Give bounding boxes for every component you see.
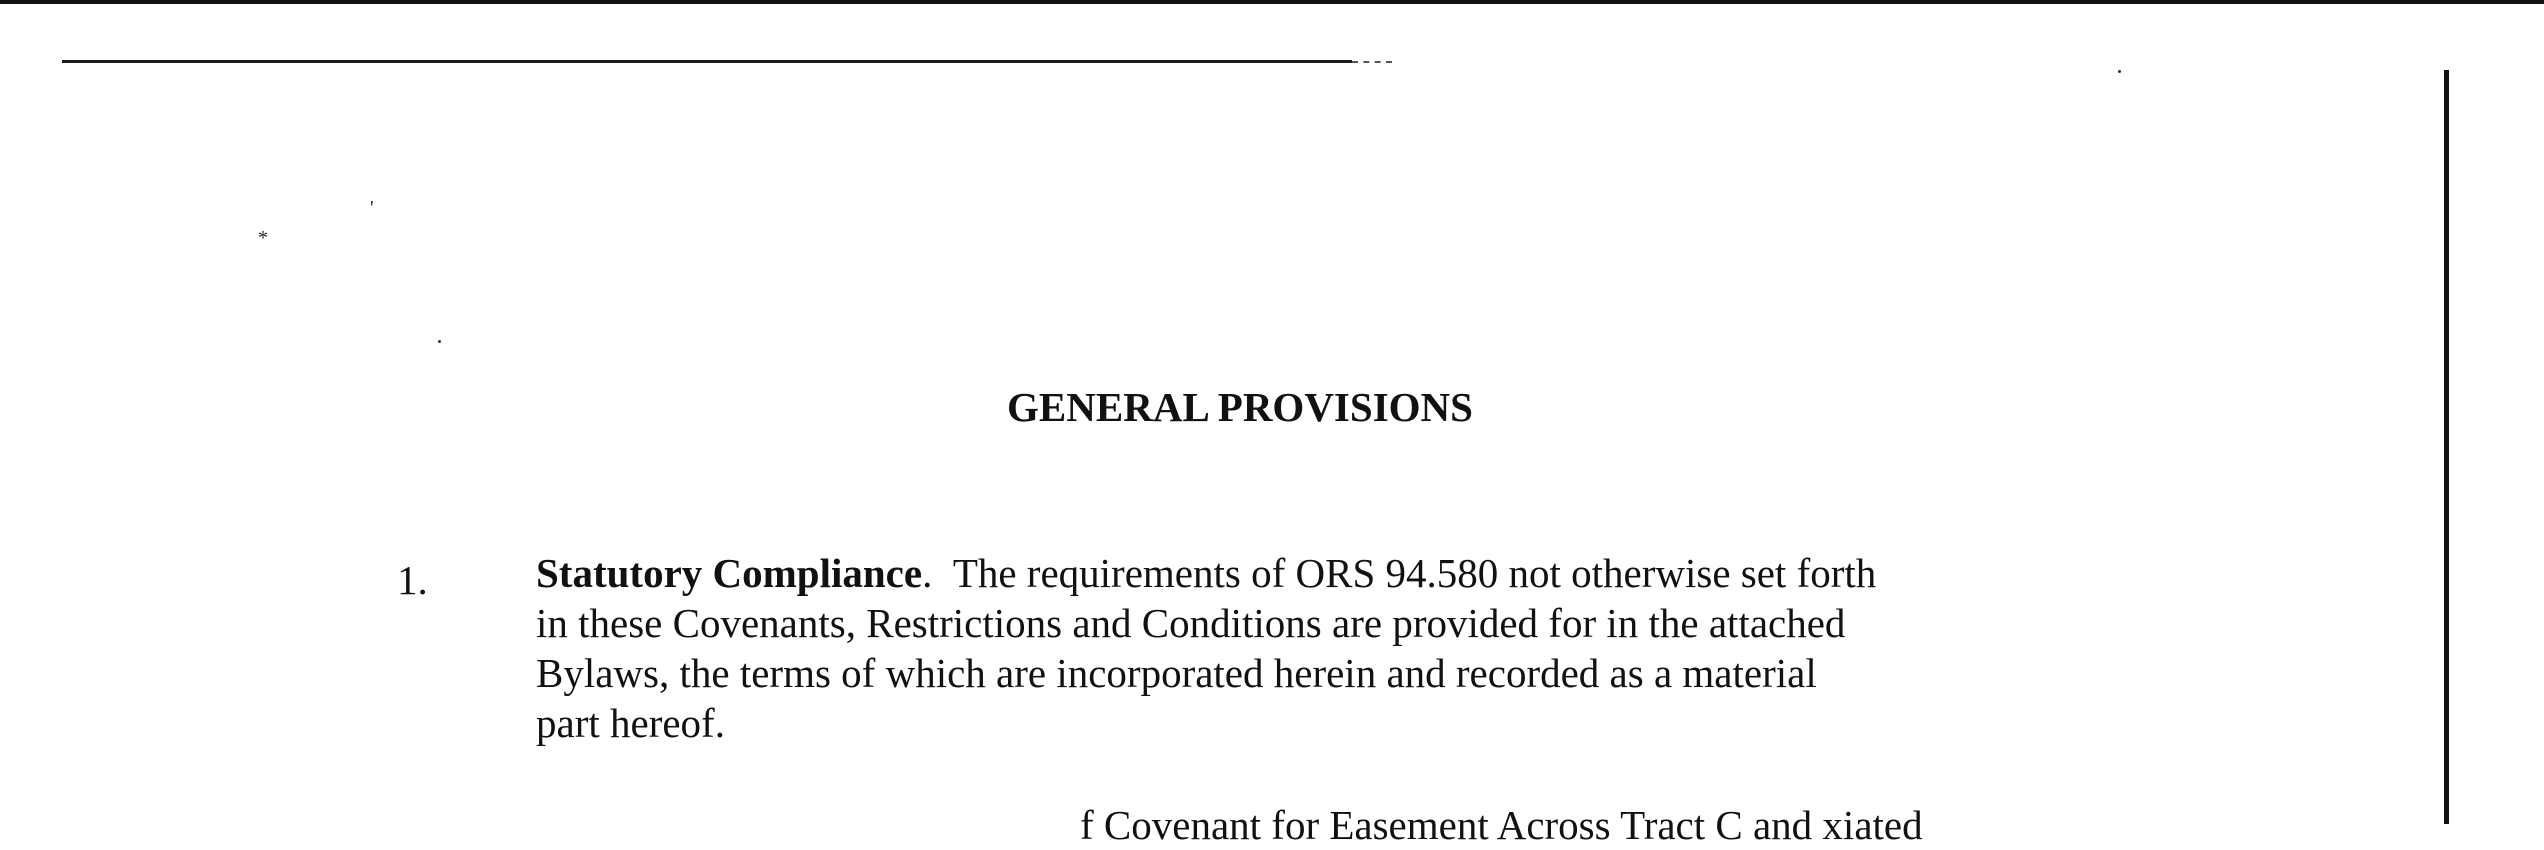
paragraph-line: Bylaws, the terms of which are incorporated herein and recorded as a material [536,650,1817,696]
scan-speck: ' [370,197,374,219]
paragraph-text: The requirements of ORS 94.580 not otherwise set forth [952,550,1877,596]
scan-right-border [2444,70,2449,824]
paragraph-line: part hereof. [536,700,725,746]
section-heading: GENERAL PROVISIONS [1007,384,1473,430]
header-rule-tail [1352,61,1392,63]
paragraph-line: in these Covenants, Restrictions and Conditions are provided for in the attached [536,600,1846,646]
paragraph-line [536,548,2096,598]
paragraph-title: Statutory Compliance [536,550,923,596]
scan-top-edge [0,0,2544,4]
scan-dot [438,340,441,343]
header-rule [62,60,1352,63]
paragraph-title-period: . [922,550,933,596]
paragraph-number: 1. [397,557,428,603]
paragraph-body [536,548,2096,748]
scan-speck: * [258,227,268,249]
cut-off-line: f Covenant for Easement Across Tract C and xiated [1080,802,1923,848]
scan-dot [2118,70,2121,73]
